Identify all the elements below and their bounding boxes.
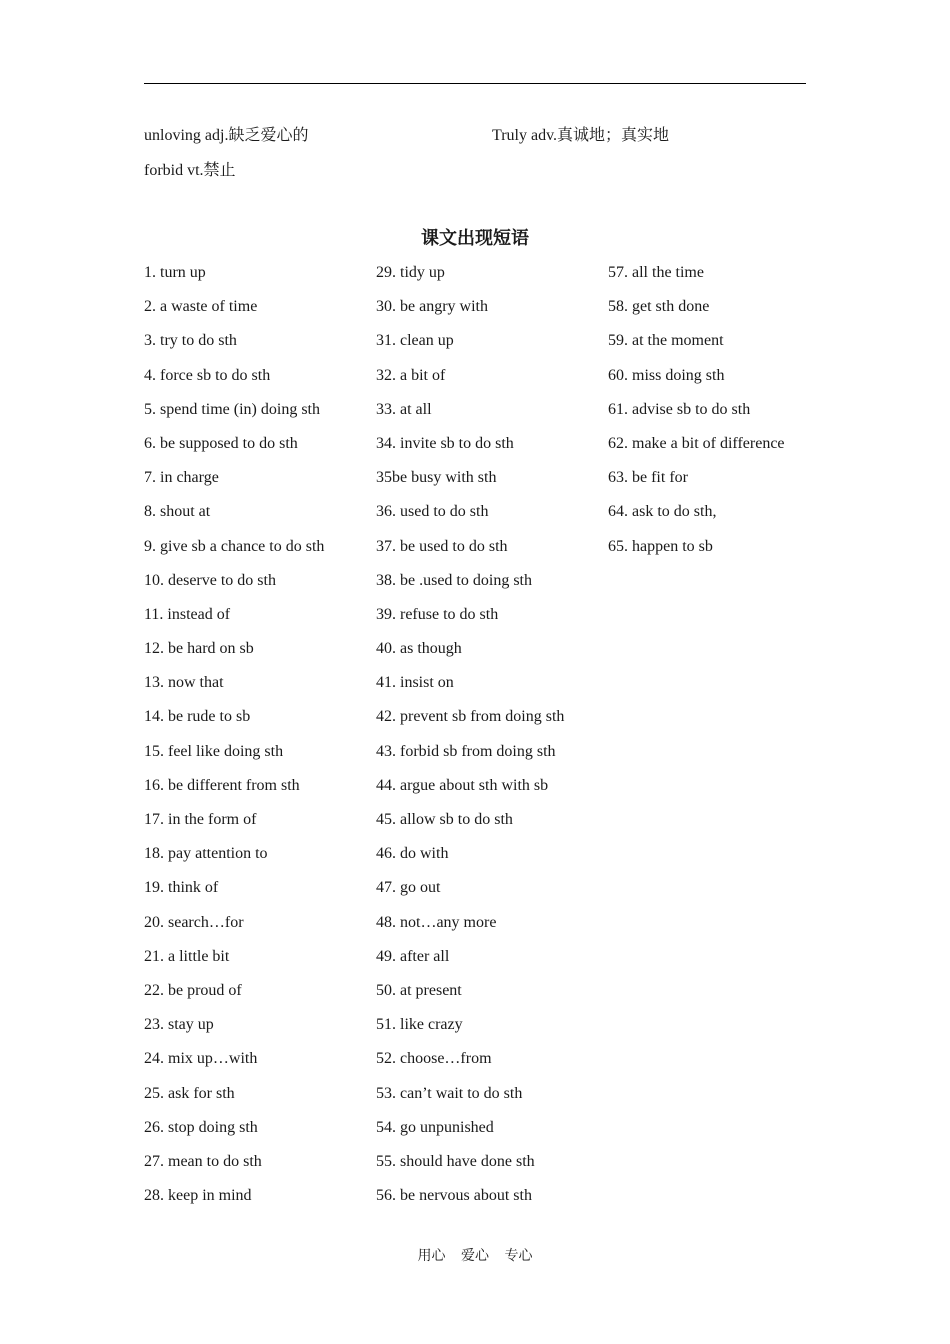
phrase-item: 14. be rude to sb <box>144 708 251 726</box>
phrase-item: 12. be hard on sb <box>144 640 254 658</box>
phrase-item: 7. in charge <box>144 469 219 487</box>
phrase-item: 13. now that <box>144 674 224 692</box>
phrase-item: 34. invite sb to do sth <box>376 434 514 452</box>
phrase-item: 9. give sb a chance to do sth <box>144 537 325 555</box>
phrase-item: 55. should have done sth <box>376 1152 535 1170</box>
phrase-item: 59. at the moment <box>608 332 724 350</box>
vocab-entry-truly: Truly adv.真诚地；真实地 <box>492 127 670 144</box>
phrase-item: 44. argue about sth with sb <box>376 776 549 794</box>
phrase-item: 58. get sth done <box>608 298 710 316</box>
phrase-item: 37. be used to do sth <box>376 537 508 555</box>
phrase-item: 54. go unpunished <box>376 1118 494 1136</box>
phrase-item: 61. advise sb to do sth <box>608 400 751 418</box>
phrase-item: 46. do with <box>376 845 449 863</box>
phrase-item: 35be busy with sth <box>376 469 497 487</box>
phrase-item: 45. allow sb to do sth <box>376 811 513 828</box>
phrase-item: 25. ask for sth <box>144 1084 235 1102</box>
phrase-item: 60. miss doing sth <box>608 366 725 384</box>
phrase-column-1 <box>144 262 324 1219</box>
vocab-entry-forbid: forbid vt.禁止 <box>144 162 236 179</box>
phrase-item: 48. not…any more <box>376 913 497 931</box>
phrase-item: 5. spend time (in) doing sth <box>144 400 320 418</box>
phrase-item: 3. try to do sth <box>144 332 237 350</box>
header-rule <box>144 83 806 84</box>
phrase-item: 63. be fit for <box>608 469 688 487</box>
section-title: 课文出现短语 <box>421 228 529 249</box>
phrase-item: 27. mean to do sth <box>144 1152 262 1170</box>
phrase-item: 32. a bit of <box>376 366 446 384</box>
phrase-item: 49. after all <box>376 947 450 965</box>
vocab-entry-unloving: unloving adj.缺乏爱心的 <box>144 127 309 144</box>
phrase-item: 1. turn up <box>144 264 206 281</box>
phrase-item: 36. used to do sth <box>376 503 489 521</box>
phrase-item: 41. insist on <box>376 674 454 692</box>
phrase-item: 56. be nervous about sth <box>376 1187 532 1205</box>
phrase-item: 30. be angry with <box>376 298 488 316</box>
phrase-item: 40. as though <box>376 640 462 658</box>
phrase-item: 43. forbid sb from doing sth <box>376 742 556 760</box>
phrase-item: 6. be supposed to do sth <box>144 434 298 452</box>
phrase-item: 65. happen to sb <box>608 537 713 555</box>
phrase-column-3 <box>608 262 785 570</box>
phrase-item: 51. like crazy <box>376 1016 463 1034</box>
phrase-item: 2. a waste of time <box>144 298 258 316</box>
phrase-item: 31. clean up <box>376 332 454 350</box>
phrase-item: 52. choose…from <box>376 1050 492 1068</box>
phrase-item: 17. in the form of <box>144 811 257 828</box>
phrase-item: 16. be different from sth <box>144 776 300 794</box>
phrase-item: 62. make a bit of difference <box>608 434 785 452</box>
phrase-item: 21. a little bit <box>144 947 230 965</box>
phrase-item: 24. mix up…with <box>144 1050 258 1068</box>
phrase-item: 28. keep in mind <box>144 1187 252 1205</box>
phrase-item: 42. prevent sb from doing sth <box>376 708 565 726</box>
phrase-item: 18. pay attention to <box>144 845 268 863</box>
phrase-item: 11. instead of <box>144 605 231 623</box>
phrase-item: 33. at all <box>376 400 432 418</box>
phrase-item: 22. be proud of <box>144 981 242 999</box>
phrase-column-2 <box>376 262 564 1219</box>
phrase-item: 64. ask to do sth, <box>608 503 717 521</box>
phrase-item: 19. think of <box>144 879 219 897</box>
phrase-item: 15. feel like doing sth <box>144 742 284 760</box>
phrase-item: 38. be .used to doing sth <box>376 571 532 589</box>
page-footer: 用心 爱心 专心 <box>417 1249 533 1264</box>
phrase-item: 53. can’t wait to do sth <box>376 1084 523 1102</box>
phrase-item: 26. stop doing sth <box>144 1118 258 1136</box>
phrase-item: 23. stay up <box>144 1016 214 1034</box>
phrase-item: 57. all the time <box>608 264 704 281</box>
phrase-item: 39. refuse to do sth <box>376 605 499 623</box>
phrase-item: 20. search…for <box>144 913 244 931</box>
phrase-item: 50. at present <box>376 981 462 999</box>
phrase-item: 4. force sb to do sth <box>144 366 271 384</box>
phrase-item: 8. shout at <box>144 503 211 521</box>
phrase-item: 29. tidy up <box>376 264 445 281</box>
phrase-item: 10. deserve to do sth <box>144 571 276 589</box>
phrase-item: 47. go out <box>376 879 441 897</box>
